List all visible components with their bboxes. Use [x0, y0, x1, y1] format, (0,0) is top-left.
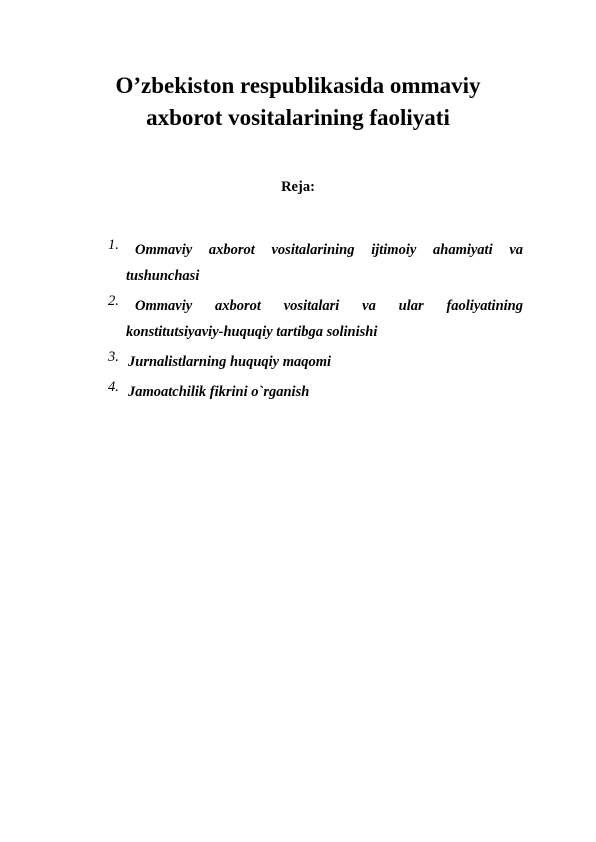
plan-item-3	[108, 349, 523, 375]
plan-item-line-1: Jurnalistlarning huquqiy maqomi	[128, 354, 332, 370]
plan-item-number: 4.	[108, 379, 119, 395]
plan-item-number: 2.	[108, 293, 119, 309]
document-title-line-1: O’zbekiston respublikasida ommaviy	[115, 73, 481, 98]
plan-item-line-1: Ommaviy axborot vositalari va ular faoliyatining	[135, 298, 523, 314]
plan-item-1	[108, 237, 523, 289]
plan-item-number: 1.	[108, 237, 119, 253]
plan-item-text	[108, 349, 523, 375]
plan-item-2	[108, 293, 523, 345]
plan-item-4	[108, 379, 523, 405]
plan-item-line-2: konstitutsiyaviy-huquqiy tartibga solinishi	[126, 324, 378, 340]
plan-item-line-1: Ommaviy axborot vositalarining ijtimoiy ahamiyati va	[135, 242, 523, 258]
plan-item-line-2: tushunchasi	[126, 268, 200, 284]
plan-list	[108, 237, 523, 409]
plan-item-number: 3.	[108, 349, 119, 365]
plan-item-text	[108, 293, 523, 345]
document-title-line-2: axborot vositalarining faoliyati	[146, 105, 450, 130]
document-title	[60, 70, 536, 134]
plan-item-line-1: Jamoatchilik fikrini o`rganish	[128, 384, 310, 400]
plan-item-text	[108, 237, 523, 289]
plan-item-text	[108, 379, 523, 405]
plan-heading: Reja:	[281, 179, 315, 195]
